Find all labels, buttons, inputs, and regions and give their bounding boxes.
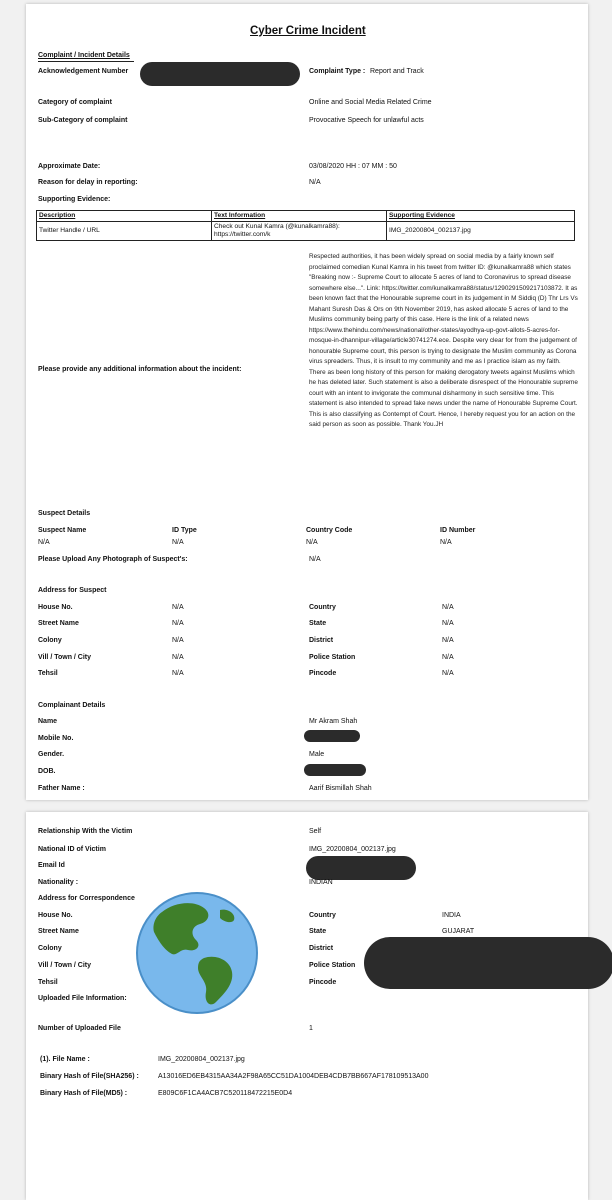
suspect-header-country-code: Country Code: [306, 527, 353, 534]
md5-label: Binary Hash of File(MD5) :: [40, 1090, 128, 1097]
address-value-state: N/A: [442, 620, 454, 627]
corr-country-value: INDIA: [442, 912, 461, 919]
additional-info-label: Please provide any additional information about the incident:: [38, 366, 242, 373]
redaction-address: [364, 937, 612, 989]
address-label-street: Street Name: [38, 620, 79, 627]
suspect-value-id-type: N/A: [172, 539, 184, 546]
suspect-photo-value: N/A: [309, 556, 321, 563]
mobile-label: Mobile No.: [38, 735, 74, 742]
suspect-header-id-number: ID Number: [440, 527, 476, 534]
complainant-heading: Complainant Details: [38, 702, 106, 709]
subcategory-value: Provocative Speech for unlawful acts: [309, 117, 424, 124]
relationship-label: Relationship With the Victim: [38, 828, 133, 835]
globe-emoji-icon: [134, 890, 260, 1016]
suspect-details-heading: Suspect Details: [38, 510, 91, 517]
evidence-table: [36, 210, 575, 241]
redaction-dob: [304, 764, 366, 776]
address-value-pincode: N/A: [442, 670, 454, 677]
address-label-colony: Colony: [38, 637, 62, 644]
section-underline: [38, 61, 134, 62]
ack-number-label: Acknowledgement Number: [38, 68, 129, 75]
suspect-header-id-type: ID Type: [172, 527, 197, 534]
suspect-value-name: N/A: [38, 539, 50, 546]
address-label-pincode: Pincode: [309, 670, 337, 677]
nationality-label: Nationality :: [38, 879, 79, 886]
suspect-value-country-code: N/A: [306, 539, 318, 546]
suspect-address-heading: Address for Suspect: [38, 587, 107, 594]
address-value-colony: N/A: [172, 637, 184, 644]
relationship-value: Self: [309, 828, 322, 835]
page-title: Cyber Crime Incident: [250, 25, 366, 37]
gender-value: Male: [309, 751, 325, 758]
sha256-value: A13016ED6EB4315AA34A2F98A65CC51DA1004DEB4CDB7BB667AF178109513A00: [158, 1073, 429, 1080]
address-label-vill: Vill / Town / City: [38, 654, 92, 661]
delay-reason-value: N/A: [309, 179, 321, 186]
gender-label: Gender.: [38, 751, 65, 758]
address-value-vill: N/A: [172, 654, 184, 661]
corr-vill-label: Vill / Town / City: [38, 962, 92, 969]
father-name-value: Aarif Bismillah Shah: [309, 785, 372, 792]
evidence-text-cell: [212, 222, 387, 241]
corr-district-label: District: [309, 945, 334, 952]
sha256-label: Binary Hash of File(SHA256) :: [40, 1073, 139, 1080]
subcategory-label: Sub-Category of complaint: [38, 117, 128, 124]
supporting-evidence-label: Supporting Evidence:: [38, 196, 111, 203]
redaction-mobile: [304, 730, 360, 742]
corr-pincode-label: Pincode: [309, 979, 337, 986]
header-text-information: Text Information: [212, 211, 387, 222]
approx-date-label: Approximate Date:: [38, 163, 101, 170]
nationality-value: INDIAN: [309, 879, 333, 886]
address-label-country: Country: [309, 604, 336, 611]
category-value: Online and Social Media Related Crime: [309, 99, 432, 106]
table-row: [37, 222, 575, 241]
corr-state-value: GUJARAT: [442, 928, 475, 935]
delay-reason-label: Reason for delay in reporting:: [38, 179, 138, 186]
evidence-description-cell: Twitter Handle / URL: [37, 222, 212, 241]
address-label-house: House No.: [38, 604, 73, 611]
suspect-photo-label: Please Upload Any Photograph of Suspect's:: [38, 556, 188, 563]
file-name-label: (1). File Name :: [40, 1056, 90, 1063]
email-label: Email Id: [38, 862, 65, 869]
address-label-district: District: [309, 637, 334, 644]
corr-tehsil-label: Tehsil: [38, 979, 58, 986]
redaction-ack-number: [140, 62, 300, 86]
address-value-house: N/A: [172, 604, 184, 611]
address-value-street: N/A: [172, 620, 184, 627]
father-name-label: Father Name :: [38, 785, 85, 792]
evidence-file-cell: IMG_20200804_002137.jpg: [387, 222, 575, 241]
suspect-value-id-number: N/A: [440, 539, 452, 546]
national-id-value: IMG_20200804_002137.jpg: [309, 846, 396, 853]
header-supporting-evidence: Supporting Evidence: [387, 211, 575, 222]
complainant-name-value: Mr Akram Shah: [309, 718, 358, 725]
evidence-table-header-row: [37, 211, 575, 222]
redaction-email: [306, 856, 416, 880]
evidence-text-line-1: Check out Kunal Kamra (@kunalkamra88):: [214, 223, 340, 230]
address-label-police: Police Station: [309, 654, 356, 661]
md5-value: E809C6F1CA4ACB7C520118472215E0D4: [158, 1090, 293, 1097]
category-label: Category of complaint: [38, 99, 112, 106]
corr-country-label: Country: [309, 912, 336, 919]
additional-info-paragraph: Respected authorities, it has been widely spread on social media by a fairly known self proclaimed comedian Kunal Kamra in his tweet from twitter ID: @kunalkamra88 which states "Breaking now :- Supreme Court to allocate 5 acres of land to Coronavirus to spread disease somewhere else...". Link: https://twitter.com/kunalkamra88/status/1290291509217103872. It as been known fact that the Honourable supreme court in its judgement in M Siddiq (D) Thr Lrs Vs Mahant Suresh Das & Ors on 9th November 2019, has asked allocate 5 acres of land to the Muslims community being party of this case. Here is the link of a related news https://www.thehindu.com/news/national/other-states/ayodhya-up-govt-allots-5-acres-for-mosque-in-dhannipur-village/article30741274.ece. Despite very clear for from the judgement of honourable Supreme court, this person is trying to designate the Muslim community as Corona virus spreaders. Thus, it is insult to my community and me as I practice islam as my faith. There as been long history of this person for making derogatory tweets against Muslims which he has deleted later. Such statement is also a deliberate disrespect of the Honourable supreme court with an intent to invigorate the communal disharmony in such sensitive time. This statement is also intended to spread fake news under the name of Honourable Supreme Court. This is also classifying as Contempt of Court. Hence, I hereby request you for an action on the said person as soon as possible. Thank You.JH: [309, 253, 578, 428]
national-id-label: National ID of Victim: [38, 846, 106, 853]
section-complaint-details: Complaint / Incident Details: [38, 52, 130, 59]
num-files-value: 1: [309, 1025, 313, 1032]
address-label-tehsil: Tehsil: [38, 670, 58, 677]
dob-label: DOB.: [38, 768, 56, 775]
file-name-value: IMG_20200804_002137.jpg: [158, 1056, 245, 1063]
num-files-label: Number of Uploaded File: [38, 1025, 121, 1032]
address-value-tehsil: N/A: [172, 670, 184, 677]
address-value-country: N/A: [442, 604, 454, 611]
corr-colony-label: Colony: [38, 945, 62, 952]
address-label-state: State: [309, 620, 327, 627]
evidence-text-line-2: https://twitter.com/k: [214, 231, 271, 238]
report-page-1: [26, 4, 588, 800]
corr-police-label: Police Station: [309, 962, 356, 969]
corr-house-label: House No.: [38, 912, 73, 919]
address-value-police: N/A: [442, 654, 454, 661]
correspondence-address-label: Address for Correspondence: [38, 895, 135, 902]
complaint-type-value: Report and Track: [370, 68, 424, 75]
suspect-header-name: Suspect Name: [38, 527, 87, 534]
report-page-2: [26, 812, 588, 1200]
header-description: Description: [37, 211, 212, 222]
complainant-name-label: Name: [38, 718, 58, 725]
corr-street-label: Street Name: [38, 928, 79, 935]
complaint-type-label: Complaint Type :: [309, 68, 366, 75]
approx-date-value: 03/08/2020 HH : 07 MM : 50: [309, 163, 397, 170]
corr-state-label: State: [309, 928, 327, 935]
uploaded-info-label: Uploaded File Information:: [38, 995, 127, 1002]
address-value-district: N/A: [442, 637, 454, 644]
